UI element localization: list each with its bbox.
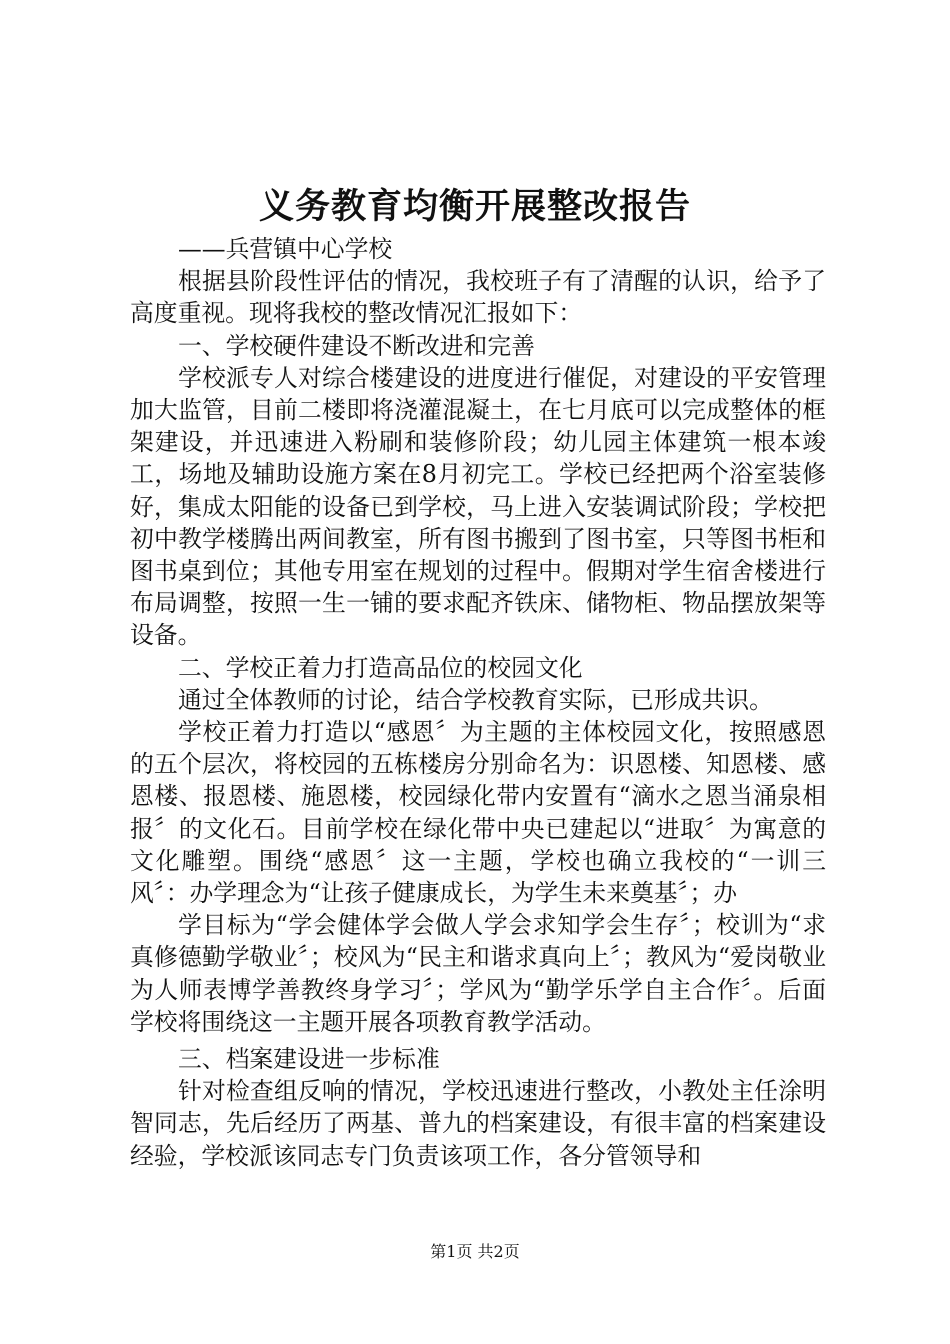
document-body (130, 233, 826, 1172)
document-subtitle: ——兵营镇中心学校 (178, 235, 393, 263)
paragraph-archives: 针对检查组反响的情况，学校迅速进行整改，小教处主任涂明智同志，先后经历了两基、普九的档案建设，有很丰富的档案建设经验，学校派该同志专门负责该项工作，各分管领导和 (130, 1077, 826, 1170)
section-heading-1: 一、学校硬件建设不断改进和完善 (178, 331, 535, 360)
section-heading-2: 二、学校正着力打造高品位的校园文化 (178, 653, 583, 682)
paragraph-consensus: 通过全体教师的讨论，结合学校教育实际，已形成共识。 (178, 685, 773, 714)
document-title: 义务教育均衡开展整改报告 (258, 187, 691, 227)
paragraph-culture: 学校正着力打造以“感恩〞为主题的主体校园文化，按照感恩的五个层次，将校园的五栋楼房分别命名为：识恩楼、知恩楼、感恩楼、报恩楼、施恩楼，校园绿化带内安置有“滴水之恩当涌泉相报〞的文化石。目前学校在绿化带中央已建起以“进取〞为寓意的文化雕塑。围绕“感恩〞这一主题，学校也确立我校的“一训三风〞：办学理念为“让孩子健康成长，为学生未来奠基〞；办 (130, 718, 826, 908)
paragraph-intro: 根据县阶段性评估的情况，我校班子有了清醒的认识，给予了高度重视。现将我校的整改情况汇报如下： (130, 267, 826, 328)
paragraph-hardware: 学校派专人对综合楼建设的进度进行催促，对建设的平安管理加大监管，目前二楼即将浇灌混凝土，在七月底可以完成整体的框架建设，并迅速进入粉刷和装修阶段；幼儿园主体建筑一根本竣工，场地及辅助设施方案在8月初完工。学校已经把两个浴室装修好，集成太阳能的设备已到学校，马上进入安装调试阶段；学校把初中教学楼腾出两间教室，所有图书搬到了图书室，只等图书柜和图书桌到位；其他专用室在规划的过程中。假期对学生宿舍楼进行布局调整，按照一生一铺的要求配齐铁床、储物柜、物品摆放架等设备。 (130, 363, 826, 650)
section-heading-3: 三、档案建设进一步标准 (178, 1045, 440, 1074)
paragraph-motto: 学目标为“学会健体学会做人学会求知学会生存〞；校训为“求真修德勤学敬业〞；校风为“民主和谐求真向上〞；教风为“爱岗敬业为人师表博学善教终身学习〞；学风为“勤学乐学自主合作〞。后面学校将围绕这一主题开展各项教育教学活动。 (130, 911, 826, 1036)
page-number: 第1页 共2页 (430, 1242, 520, 1261)
